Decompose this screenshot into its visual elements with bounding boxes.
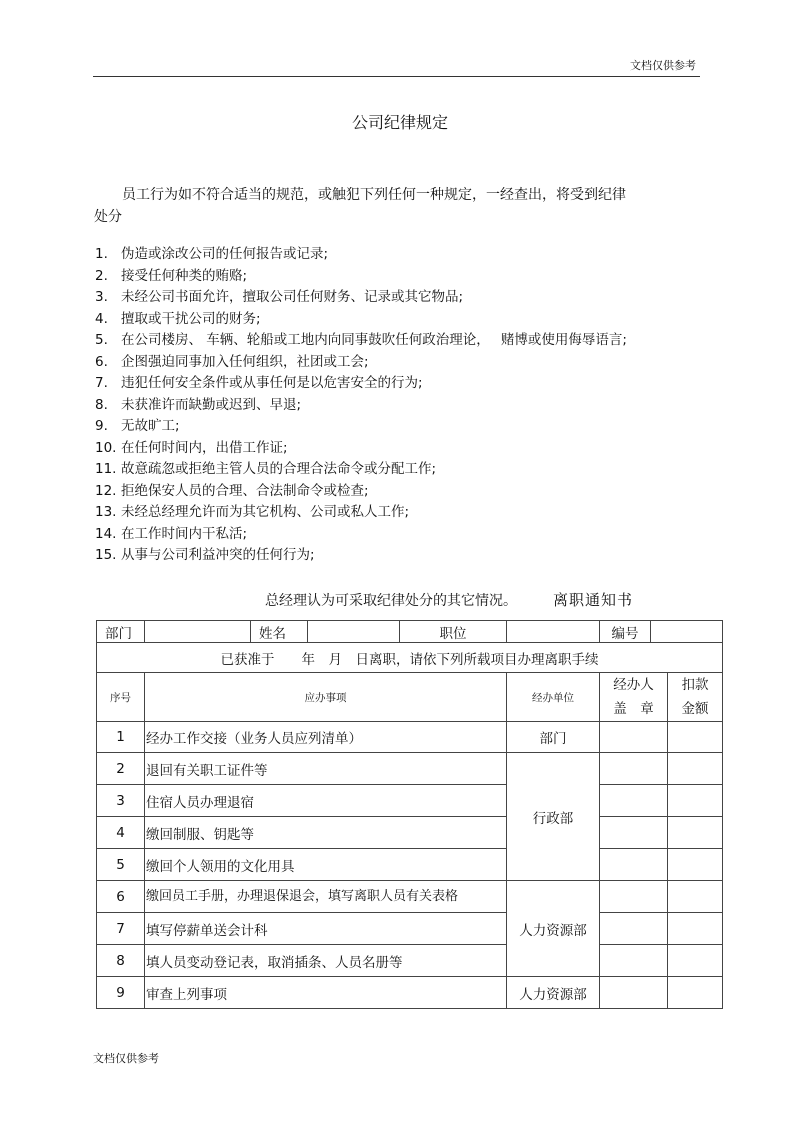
row-handler[interactable] [600, 817, 668, 849]
row-item: 经办工作交接（业务人员应列清单） [145, 722, 507, 753]
handler-header: 经办人 盖 章 [600, 673, 668, 722]
table-row [97, 881, 723, 913]
info-row [97, 621, 723, 643]
table-row [97, 722, 723, 753]
row-unit: 部门 [507, 722, 600, 753]
row-handler[interactable] [600, 849, 668, 881]
row-deduct[interactable] [668, 913, 723, 945]
row-handler[interactable] [600, 977, 668, 1009]
document-title: 公司纪律规定 [351, 113, 448, 132]
row-seq: 3 [97, 785, 145, 817]
row-item: 审查上列事项 [145, 977, 507, 1009]
name-field[interactable] [308, 621, 400, 643]
table-row [97, 817, 723, 849]
table-row [97, 977, 723, 1009]
resignation-notice-table [96, 620, 723, 1009]
row-deduct[interactable] [668, 817, 723, 849]
intro-line-1: 员工行为如不符合适当的规范，或触犯下列任何一种规定，一经查出，将受到纪律 [122, 187, 626, 203]
id-label: 编号 [600, 621, 651, 643]
name-label: 姓名 [251, 621, 308, 643]
approval-text: 已获准于 年 月 日离职，请依下列所载项目办理离职手续 [97, 643, 723, 673]
rule-item: 8. 未获准许而缺勤或迟到、早退; [95, 396, 302, 413]
rule-item: 5. 在公司楼房、 车辆、轮船或工地内向同事鼓吹任何政治理论， 赌博或使用侮辱语言; [95, 332, 627, 348]
row-seq: 6 [97, 881, 145, 913]
row-seq: 5 [97, 849, 145, 881]
row-handler[interactable] [600, 913, 668, 945]
id-field[interactable] [651, 621, 723, 643]
row-item: 缴回员工手册，办理退保退会，填写离职人员有关表格 [145, 881, 507, 913]
dept-field[interactable] [145, 621, 251, 643]
row-seq: 4 [97, 817, 145, 849]
rule-item: 7. 违犯任何安全条件或从事任何是以危害安全的行为; [95, 375, 423, 391]
row-item: 缴回制服、钥匙等 [145, 817, 507, 849]
header-rule [93, 76, 700, 77]
row-seq: 7 [97, 913, 145, 945]
rule-item: 15. 从事与公司利益冲突的任何行为; [95, 547, 315, 563]
row-handler[interactable] [600, 881, 668, 913]
row-seq: 9 [97, 977, 145, 1009]
row-item: 退回有关职工证件等 [145, 753, 507, 785]
row-seq: 8 [97, 945, 145, 977]
header-note: 文档仅供参考 [630, 59, 696, 72]
row-deduct[interactable] [668, 945, 723, 977]
rule-item: 6. 企图强迫同事加入任何组织，社团或工会; [95, 353, 369, 370]
footer-note: 文档仅供参考 [93, 1052, 159, 1065]
row-deduct[interactable] [668, 785, 723, 817]
row-deduct[interactable] [668, 977, 723, 1009]
row-unit: 人力资源部 [507, 881, 600, 977]
row-deduct[interactable] [668, 849, 723, 881]
row-seq: 1 [97, 722, 145, 753]
closing-text: 总经理认为可采取纪律处分的其它情况。 [265, 593, 517, 609]
approval-row [97, 643, 723, 673]
rule-item: 10. 在任何时间内，出借工作证; [95, 439, 288, 456]
row-item: 填写停薪单送会计科 [145, 913, 507, 945]
row-item: 缴回个人领用的文化用具 [145, 849, 507, 881]
rule-item: 1. 伪造或涂改公司的任何报告或记录; [95, 246, 329, 262]
rule-item: 3. 未经公司书面允许，擅取公司任何财务、记录或其它物品; [95, 289, 464, 305]
seq-header: 序号 [97, 673, 145, 722]
table-row [97, 753, 723, 785]
rule-item: 14. 在工作时间内干私活; [95, 525, 248, 542]
row-deduct[interactable] [668, 753, 723, 785]
row-unit: 行政部 [507, 753, 600, 881]
unit-header: 经办单位 [507, 673, 600, 722]
rule-item: 9. 无故旷工; [95, 418, 180, 434]
rule-item: 2. 接受任何种类的贿赂; [95, 267, 248, 284]
notice-title: 离职通知书 [553, 591, 634, 609]
row-handler[interactable] [600, 785, 668, 817]
table-row [97, 785, 723, 817]
rule-item: 4. 擅取或干扰公司的财务; [95, 310, 261, 327]
row-deduct[interactable] [668, 722, 723, 753]
row-handler[interactable] [600, 753, 668, 785]
row-handler[interactable] [600, 945, 668, 977]
row-seq: 2 [97, 753, 145, 785]
rules-list [95, 244, 627, 567]
row-deduct[interactable] [668, 881, 723, 913]
rule-item: 13. 未经总经理允许而为其它机构、公司或私人工作; [95, 504, 410, 520]
intro-line-2: 处分 [94, 209, 122, 225]
row-handler[interactable] [600, 722, 668, 753]
row-unit: 人力资源部 [507, 977, 600, 1009]
position-label: 职位 [400, 621, 507, 643]
rule-item: 11. 故意疏忽或拒绝主管人员的合理合法命令或分配工作; [95, 461, 437, 477]
header-row [97, 673, 723, 722]
item-header: 应办事项 [145, 673, 507, 722]
rule-item: 12. 拒绝保安人员的合理、合法制命令或检查; [95, 482, 369, 499]
table-row [97, 849, 723, 881]
table-row [97, 945, 723, 977]
row-item: 填人员变动登记表，取消插条、人员名册等 [145, 945, 507, 977]
position-field[interactable] [507, 621, 600, 643]
row-item: 住宿人员办理退宿 [145, 785, 507, 817]
deduct-header: 扣款 金额 [668, 673, 723, 722]
dept-label: 部门 [97, 621, 145, 643]
table-row [97, 913, 723, 945]
